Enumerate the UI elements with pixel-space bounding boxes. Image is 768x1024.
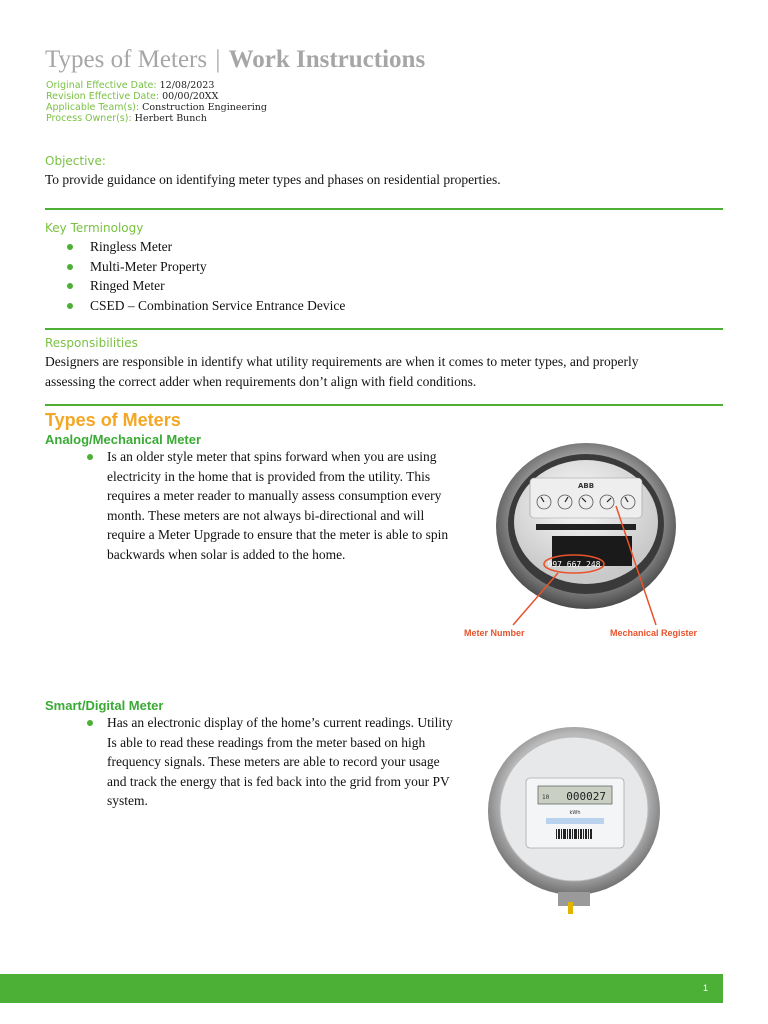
page-title: [45, 46, 425, 74]
bullet-icon: [67, 303, 73, 309]
brand-label: ABB: [577, 482, 595, 490]
meta-teams: Applicable Team(s): Construction Engineering: [46, 102, 267, 113]
seal-tag: [568, 902, 573, 914]
footer-bar: [0, 974, 723, 1003]
responsibilities-text: Designers are responsible in identify what utility requirements are when it comes to meter types, and properly assessing the correct adder when requirements don’t align with field conditions.: [45, 354, 639, 389]
lcd-prefix: 10: [542, 794, 550, 801]
smart-meter-image: [462, 716, 690, 922]
bullet-icon: [67, 283, 73, 289]
bullet-icon: [67, 244, 73, 250]
analog-meter-illustration: [460, 440, 722, 650]
title-separator: |: [215, 46, 221, 73]
terminology-list: [67, 237, 345, 316]
divider: [45, 208, 723, 210]
divider: [45, 328, 723, 330]
title-main: Types of Meters: [45, 46, 208, 73]
bullet-icon: [87, 454, 93, 460]
list-item: Ringed Meter: [67, 276, 345, 296]
meter-base: [558, 892, 590, 906]
meta-original-date: Original Effective Date: 12/08/2023: [46, 80, 215, 91]
meta-revision-date: Revision Effective Date: 00/00/20XX: [46, 91, 219, 102]
barcode: [556, 829, 592, 839]
smart-heading: Smart/Digital Meter: [45, 698, 164, 713]
page-number: 1: [702, 983, 708, 993]
info-strip: [546, 818, 604, 824]
smart-meter-illustration: [462, 716, 690, 922]
bullet-icon: [87, 720, 93, 726]
rotor-disc: [536, 524, 636, 530]
analog-description: Is an older style meter that spins forward when you are using electricity in the home that is provided from the utility. This requires a meter reader to manually assess consumption every month. These meters are not always bi-directional and will require a Meter Upgrade to ensure that the meter is able to spin backwards when solar is added to the home.: [85, 447, 455, 564]
list-item: Ringless Meter: [67, 237, 345, 257]
terminology-label: Key Terminology: [45, 221, 144, 235]
meter-number: 997 667 248: [547, 560, 601, 569]
title-strong: Work Instructions: [228, 46, 426, 73]
analog-heading: Analog/Mechanical Meter: [45, 432, 202, 447]
unit-label: kWh: [569, 810, 581, 816]
objective-text: To provide guidance on identifying meter types and phases on residential properties.: [45, 172, 501, 187]
responsibilities-label: Responsibilities: [45, 336, 138, 350]
lcd-reading: 000027: [566, 790, 606, 803]
types-heading: Types of Meters: [45, 410, 181, 430]
bullet-icon: [67, 264, 73, 270]
callout-meter-number: Meter Number: [464, 628, 525, 638]
meta-owner: Process Owner(s): Herbert Bunch: [46, 113, 207, 124]
analog-meter-image: [460, 440, 722, 650]
document-meta: [46, 80, 267, 124]
callout-mechanical-register: Mechanical Register: [610, 628, 698, 638]
list-item: CSED – Combination Service Entrance Device: [67, 296, 345, 316]
list-item: Multi-Meter Property: [67, 257, 345, 277]
objective-label: Objective:: [45, 154, 106, 168]
smart-description: Has an electronic display of the home’s current readings. Utility Is able to read these readings from the meter based on high frequency signals. These meters are able to record your usage and track the energy that is fed back into the grid from your PV system.: [85, 713, 455, 811]
divider: [45, 404, 723, 406]
